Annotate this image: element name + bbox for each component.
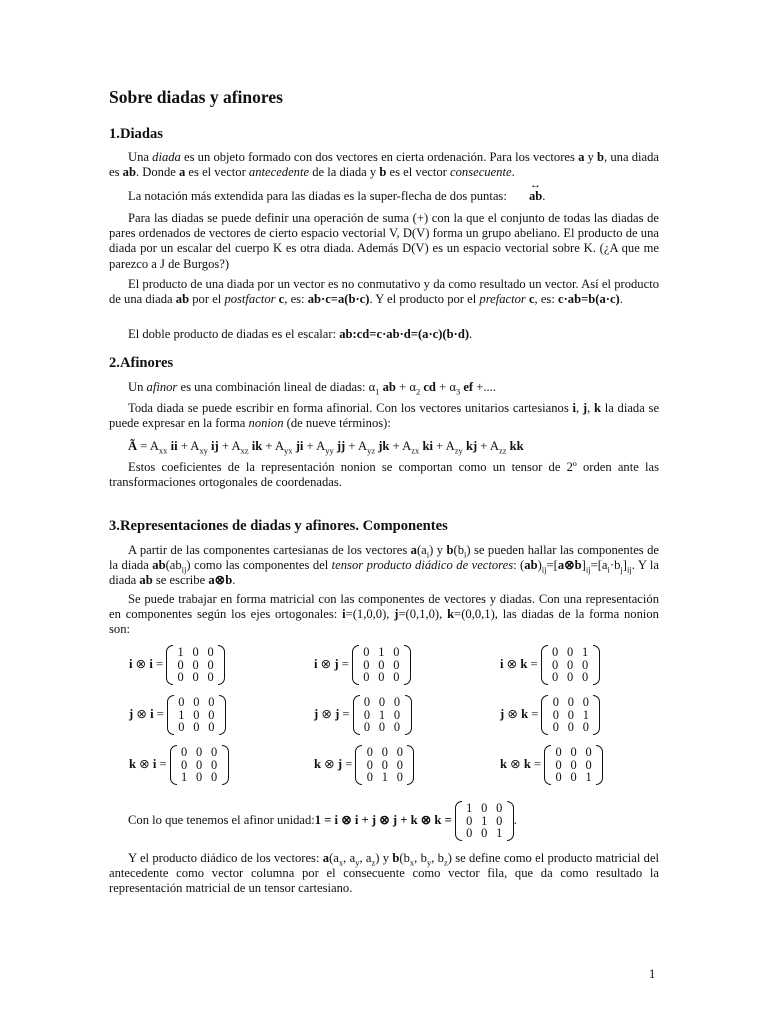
matrix-cell: 0 <box>585 745 592 759</box>
matrix-cell: 0 <box>178 695 185 709</box>
nonion-term: = $A_{xx}$ ii <box>137 439 178 456</box>
matrix-cell: 0 <box>552 657 559 672</box>
matrix-cell: 0 <box>193 707 200 722</box>
matrix-cell: 0 <box>378 670 385 684</box>
section-heading-representaciones: 3.Representaciones de diadas y afinores. Componentes <box>109 518 448 534</box>
matrix-cell: 0 <box>582 695 589 709</box>
matrix-cell: 0 <box>181 745 188 759</box>
matrix-cell: 0 <box>567 670 574 684</box>
dyad-label: j ⊗ k = <box>500 707 539 722</box>
dyad-label: k ⊗ j = <box>314 757 353 772</box>
matrix-cell: 1 <box>378 707 386 722</box>
matrix-cell: 0 <box>570 757 577 772</box>
matrix-cell: 1 <box>585 770 592 784</box>
matrix-cell: 1 <box>481 813 488 828</box>
matrix-cell: 0 <box>207 670 214 684</box>
matrix-cell: 0 <box>496 801 503 815</box>
matrix-cell: 0 <box>567 695 574 709</box>
matrix-cell: 0 <box>378 695 386 709</box>
matrix-cell: 0 <box>555 745 562 759</box>
matrix-cell: 0 <box>570 745 577 759</box>
dyad-label: k ⊗ i = <box>129 757 167 772</box>
matrix-cell: 0 <box>552 645 559 659</box>
matrix-cell: 0 <box>552 720 559 734</box>
matrix-cell: 0 <box>393 695 401 709</box>
dyad-matrix-ki <box>129 746 229 784</box>
matrix-cell: 0 <box>466 813 473 828</box>
matrix-cell: 1 <box>181 770 188 784</box>
nonion-term: + $A_{zz}$ kk <box>477 439 524 456</box>
matrix-cell: 0 <box>582 720 589 734</box>
matrix-cell: 0 <box>466 826 473 840</box>
matrix-cell: 1 <box>582 707 589 722</box>
nonion-term: + $A_{zy}$ kj <box>432 439 478 456</box>
matrix-cell: 0 <box>393 670 400 684</box>
nonion-term: + $A_{zx}$ ki <box>389 439 433 456</box>
paragraph-diada-definition: Una diada es un objeto formado con dos vectores en cierta ordenación. Para los vectores a y b, una diada es ab. Donde a es el vector antecedente de la diada y b es el vector consecuente. <box>109 150 659 180</box>
nonion-term: + $A_{yy}$ jj <box>303 439 346 456</box>
matrix-cell: 0 <box>196 757 203 772</box>
paragraph-producto-vector: El producto de una diada por un vector es no conmutativo y da como resultado un vector. Así el producto de una diada ab por el postfactor c, es: ab·c=a(b·c). Y el producto por el prefactor c, es: c·ab=b(a·c). <box>109 277 659 307</box>
matrix-cell: 0 <box>567 657 574 672</box>
dyad-matrix-kj <box>314 746 414 784</box>
matrix-cell: 0 <box>196 770 203 784</box>
paragraph-componentes: A partir de las componentes cartesianas de los vectores $a(a_i)$ y $b(b_i)$ se pueden hallar las componentes de la diada $ab(ab_{ij})$ como las componentes del tensor producto diádico de vectores: $(ab)_{ij}=[a\otimes b]_{ij}=[a_i\cdot b_j]_{ij}$. Y la diada ab se escribe a⊗b. <box>109 543 659 588</box>
matrix-cell: 0 <box>363 720 371 734</box>
matrix-cell: 0 <box>181 757 188 772</box>
matrix-cell: 0 <box>396 770 403 784</box>
matrix-cell: 0 <box>393 720 401 734</box>
matrix-cell: 0 <box>178 720 185 734</box>
nonion-equation: Ã = $A_{xx}$ ii + $A_{xy}$ ij + $A_{xz}$ ik + $A_{yx}$ ji + $A_{yy}$ jj + $A_{yz}$ jk + $A_{zx}$ ki + $A_{zy}$ kj + $A_{zz}$ kk <box>128 439 524 456</box>
matrix-cell: 0 <box>396 757 403 772</box>
matrix-cell: 0 <box>393 657 400 672</box>
section-heading-diadas: 1.Diadas <box>109 126 163 142</box>
dyad-matrix-jj <box>314 696 412 734</box>
paragraph-producto-diadico: Y el producto diádico de los vectores: $a(a_x$, $a_y$, $a_z$) y $b(b_x$, $b_y$, $b_z$) se define como el producto matricial del antecedente como vector columna por el consecuente como vector fila, que da como resultado la representación matricial de un tensor cartesiano. <box>109 851 660 896</box>
matrix-cell: 0 <box>567 645 574 659</box>
matrix-cell: 0 <box>393 707 401 722</box>
paragraph-suma-diadas: Para las diadas se puede definir una operación de suma (+) con la que el conjunto de todas las diadas de pares ordenados de vectores de cierto espacio vectorial V, D(V) forma un grupo abeliano. El producto de una diada por un escalar del cuerpo K es otra diada. Además D(V) es un espacio vectorial sobre K. (¿A que me parezco a J de Burgos?) <box>109 211 659 271</box>
dyad-matrix-ji <box>129 696 226 734</box>
matrix-cell: 1 <box>378 645 385 659</box>
matrix-cell: 0 <box>208 707 215 722</box>
paragraph-forma-matricial: Se puede trabajar en forma matricial con las componentes de vectores y diadas. Con una representación en componentes según los ejes ortogonales: i=(1,0,0), j=(0,1,0), k=(0,0,1), las diadas de la forma nonion son: <box>109 592 659 637</box>
matrix-cell: 0 <box>552 707 559 722</box>
dyad-label: k ⊗ k = <box>500 757 542 772</box>
matrix-cell: 0 <box>481 801 488 815</box>
matrix-cell: 0 <box>363 695 371 709</box>
dyad-label: i ⊗ i = <box>129 657 164 672</box>
matrix-cell: 1 <box>582 645 589 659</box>
unit-matrix <box>455 802 514 840</box>
paragraph-notation: La notación más extendida para las diadas es la super-flecha de dos puntas: ↔ ab. <box>109 189 659 204</box>
matrix-cell: 0 <box>378 720 386 734</box>
matrix-cell: 0 <box>211 757 218 772</box>
matrix-cell: 0 <box>481 826 488 840</box>
matrix-cell: 0 <box>582 657 589 672</box>
matrix-cell: 1 <box>178 707 185 722</box>
matrix-cell: 0 <box>366 770 373 784</box>
matrix-cell: 0 <box>570 770 577 784</box>
matrix-cell: 0 <box>552 670 559 684</box>
matrix-cell: 0 <box>211 745 218 759</box>
matrix-cell: 0 <box>378 657 385 672</box>
matrix-cell: 0 <box>496 813 503 828</box>
matrix-cell: 0 <box>363 645 370 659</box>
matrix-cell: 1 <box>381 770 388 784</box>
matrix-cell: 0 <box>193 695 200 709</box>
dyad-matrix-ik <box>500 646 600 684</box>
matrix-cell: 0 <box>207 657 214 672</box>
matrix-cell: 0 <box>582 670 589 684</box>
matrix-cell: 0 <box>381 757 388 772</box>
matrix-cell: 0 <box>192 670 199 684</box>
matrix-cell: 0 <box>366 745 373 759</box>
paragraph-doble-producto: El doble producto de diadas es el escalar: ab:cd=c·ab·d=(a·c)(b·d). <box>128 327 473 341</box>
nonion-term: + $A_{xz}$ ik <box>218 439 263 456</box>
page-number: 1 <box>649 967 656 981</box>
paragraph-forma-afinorial: Toda diada se puede escribir en forma afinorial. Con los vectores unitarios cartesianos i, j, k la diada se puede expresar en la forma nonion (de nueve términos): <box>109 401 660 431</box>
matrix-cell: 1 <box>496 826 503 840</box>
unit-afinor-equation: Con lo que tenemos el afinor unidad: 1 = i ⊗ i + j ⊗ j + k ⊗ k = 1 0 0 0 1 0 0 0 1 . <box>128 801 517 840</box>
matrix-cell: 0 <box>366 757 373 772</box>
matrix-cell: 0 <box>396 745 403 759</box>
matrix-cell: 0 <box>555 770 562 784</box>
matrix-cell: 0 <box>196 745 203 759</box>
matrix-cell: 0 <box>177 657 184 672</box>
matrix-cell: 0 <box>192 657 199 672</box>
dyad-label: j ⊗ i = <box>129 707 164 722</box>
matrix-cell: 0 <box>211 770 218 784</box>
matrix-cell: 1 <box>177 645 184 659</box>
matrix-cell: 0 <box>363 670 370 684</box>
dyad-label: j ⊗ j = <box>314 707 350 722</box>
dyad-matrix-ij <box>314 646 411 684</box>
matrix-cell: 0 <box>381 745 388 759</box>
matrix-cell: 0 <box>393 645 400 659</box>
paragraph-coeficientes: Estos coeficientes de la representación nonion se comportan como un tensor de 2º orden ante las transformaciones ortogonales de coordenadas. <box>109 460 659 490</box>
page-title: Sobre diadas y afinores <box>109 87 283 107</box>
matrix-cell: 0 <box>567 707 574 722</box>
matrix-cell: 0 <box>585 757 592 772</box>
matrix-cell: 0 <box>208 695 215 709</box>
dyad-matrix-ii <box>129 646 225 684</box>
matrix-cell: 0 <box>552 695 559 709</box>
nonion-term: + $A_{yz}$ jk <box>345 439 390 456</box>
dyad-label: i ⊗ j = <box>314 657 349 672</box>
nonion-term: + $A_{xy}$ ij <box>177 439 219 456</box>
dyad-label: i ⊗ k = <box>500 657 538 672</box>
matrix-cell: 0 <box>363 657 370 672</box>
matrix-cell: 1 <box>466 801 473 815</box>
dyad-matrix-jk <box>500 696 600 734</box>
matrix-cell: 0 <box>567 720 574 734</box>
section-heading-afinores: 2.Afinores <box>109 355 174 371</box>
matrix-cell: 0 <box>555 757 562 772</box>
matrix-cell: 0 <box>208 720 215 734</box>
matrix-cell: 0 <box>363 707 371 722</box>
matrix-cell: 0 <box>207 645 214 659</box>
matrix-cell: 0 <box>193 720 200 734</box>
double-arrow-notation: ↔ ab <box>510 189 542 204</box>
matrix-cell: 0 <box>177 670 184 684</box>
paragraph-afinor-definition: Un afinor es una combinación lineal de diadas: $\alpha_1$ ab + $\alpha_2$ cd + $\alpha_3$ ef +.... <box>128 380 496 397</box>
matrix-cell: 0 <box>192 645 199 659</box>
nonion-term: + $A_{yx}$ ji <box>262 439 304 456</box>
dyad-matrix-kk <box>500 746 603 784</box>
